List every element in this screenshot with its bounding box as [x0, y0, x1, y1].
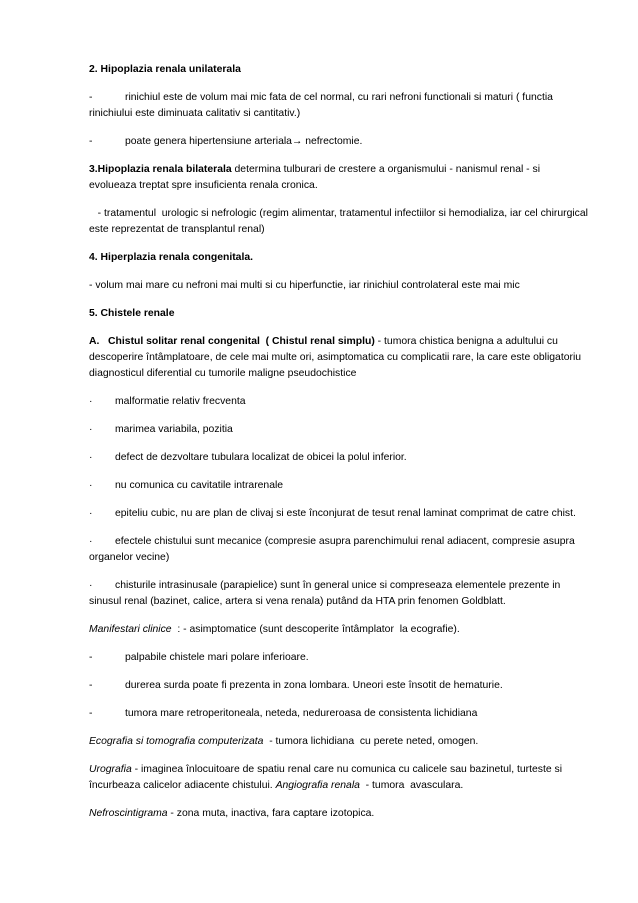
label-manifestari-clinice: Manifestari clinice	[89, 624, 172, 635]
heading-chist-solitar: A. Chistul solitar renal congenital ( Chistul renal simplu)	[89, 336, 375, 347]
list-item-text: malformatie relativ frecventa	[115, 396, 246, 407]
paragraph-nefroscintigrama	[89, 806, 590, 822]
paragraph-text: - tumora chistica benigna a adultului cu descoperire întâmplatoare, de cele mai multe ori, asimptomatica cu complicatii rare, la care este obligatoriu diagnosticul diferential cu tumorile maligne pseudochistice	[89, 336, 582, 379]
right-arrow-icon: →	[291, 136, 303, 147]
paragraph-unilateral-1	[89, 90, 590, 122]
dash-marker: -	[89, 652, 93, 663]
paragraph-treatment: - tratamentul urologic si nefrologic (regim alimentar, tratamentul infectiilor si hemodializa, iar cel chirurgical este reprezentat de transplantul renal)	[89, 208, 591, 235]
paragraph-text: nefrectomie.	[302, 136, 363, 147]
list-item	[89, 478, 590, 494]
list-item-text: chisturile intrasinusale (parapielice) sunt în general unice si compreseaza elementele prezente in sinusul renal (bazinet, calice, artera si vena renala) putând da HTA prin fenomen Goldblatt.	[89, 580, 561, 607]
paragraph-unilateral-2	[89, 134, 590, 150]
list-item	[89, 422, 590, 438]
bullet-marker: ·	[89, 452, 93, 463]
bullet-marker: ·	[89, 508, 93, 519]
list-item	[89, 450, 590, 466]
label-urografia: Urografia	[89, 764, 132, 775]
paragraph-text: poate genera hipertensiune arteriala	[125, 136, 292, 147]
paragraph-clinical	[89, 622, 590, 638]
bullet-marker: ·	[89, 480, 93, 491]
paragraph-bilateral	[89, 162, 590, 194]
paragraph-urografia	[89, 762, 590, 794]
heading-hipoplazia-unilaterala: 2. Hipoplazia renala unilaterala	[89, 64, 241, 75]
list-item-text: epiteliu cubic, nu are plan de clivaj si este înconjurat de tesut renal laminat comprimat de catre chist.	[115, 508, 576, 519]
paragraph-text: : - asimptomatice (sunt descoperite întâmplator la ecografie).	[171, 624, 460, 635]
paragraph-hiperplazia: - volum mai mare cu nefroni mai multi si cu hiperfunctie, iar rinichiul controlateral este mai mic	[89, 280, 520, 291]
list-item-text: tumora mare retroperitoneala, neteda, nedureroasa de consistenta lichidiana	[125, 708, 478, 719]
list-item-text: defect de dezvoltare tubulara localizat de obicei la polul inferior.	[115, 452, 407, 463]
list-item-text: palpabile chistele mari polare inferioare.	[125, 652, 309, 663]
list-item	[89, 506, 590, 522]
paragraph-text: - tumora lichidiana cu perete neted, omogen.	[263, 736, 479, 747]
paragraph-ecografia	[89, 734, 590, 750]
paragraph-text: determina tulburari de crestere a organismului - nanismul renal - si evolueaza treptat spre insuficienta renala cronica.	[89, 164, 541, 191]
list-item	[89, 534, 590, 566]
label-ecografia: Ecografia si tomografia computerizata	[89, 736, 264, 747]
paragraph-text: - zona muta, inactiva, fara captare izotopica.	[167, 808, 375, 819]
list-item	[89, 578, 590, 610]
bullet-marker: ·	[89, 536, 93, 547]
paragraph-text: rinichiul este de volum mai mic fata de cel normal, cu rari nefroni functionali si maturi ( functia rinichiului este diminuata calitativ si cantitativ.)	[89, 92, 553, 119]
list-item-text: marimea variabila, pozitia	[115, 424, 233, 435]
label-nefroscintigrama: Nefroscintigrama	[89, 808, 168, 819]
dash-marker: -	[89, 680, 93, 691]
list-item	[89, 650, 590, 666]
list-item-text: nu comunica cu cavitatile intrarenale	[115, 480, 284, 491]
bullet-marker: ·	[89, 580, 93, 591]
list-item-text: efectele chistului sunt mecanice (compresie asupra parenchimului renal adiacent, compresie asupra organelor vecine)	[89, 536, 575, 563]
list-item-text: durerea surda poate fi prezenta in zona lombara. Uneori este însotit de hematurie.	[125, 680, 503, 691]
heading-chistele-renale: 5. Chistele renale	[89, 308, 175, 319]
heading-hipoplazia-bilaterala: 3.Hipoplazia renala bilaterala	[89, 164, 232, 175]
list-item	[89, 394, 590, 410]
list-item	[89, 706, 590, 722]
paragraph-text: - tumora avasculara.	[359, 780, 464, 791]
paragraph-chist-solitar	[89, 334, 590, 382]
list-item	[89, 678, 590, 694]
dash-marker: -	[89, 708, 93, 719]
paragraph-text: - imaginea înlocuitoare de spatiu renal care nu comunica cu calicele sau bazinetul, turteste si încurbeaza calicelor adiacente chistului.	[89, 764, 563, 791]
heading-hiperplazia: 4. Hiperplazia renala congenitala.	[89, 252, 253, 263]
label-angiografia: Angiografia renala	[275, 780, 360, 791]
bullet-marker: ·	[89, 424, 93, 435]
dash-marker: -	[89, 136, 93, 147]
bullet-marker: ·	[89, 396, 93, 407]
dash-marker: -	[89, 92, 93, 103]
